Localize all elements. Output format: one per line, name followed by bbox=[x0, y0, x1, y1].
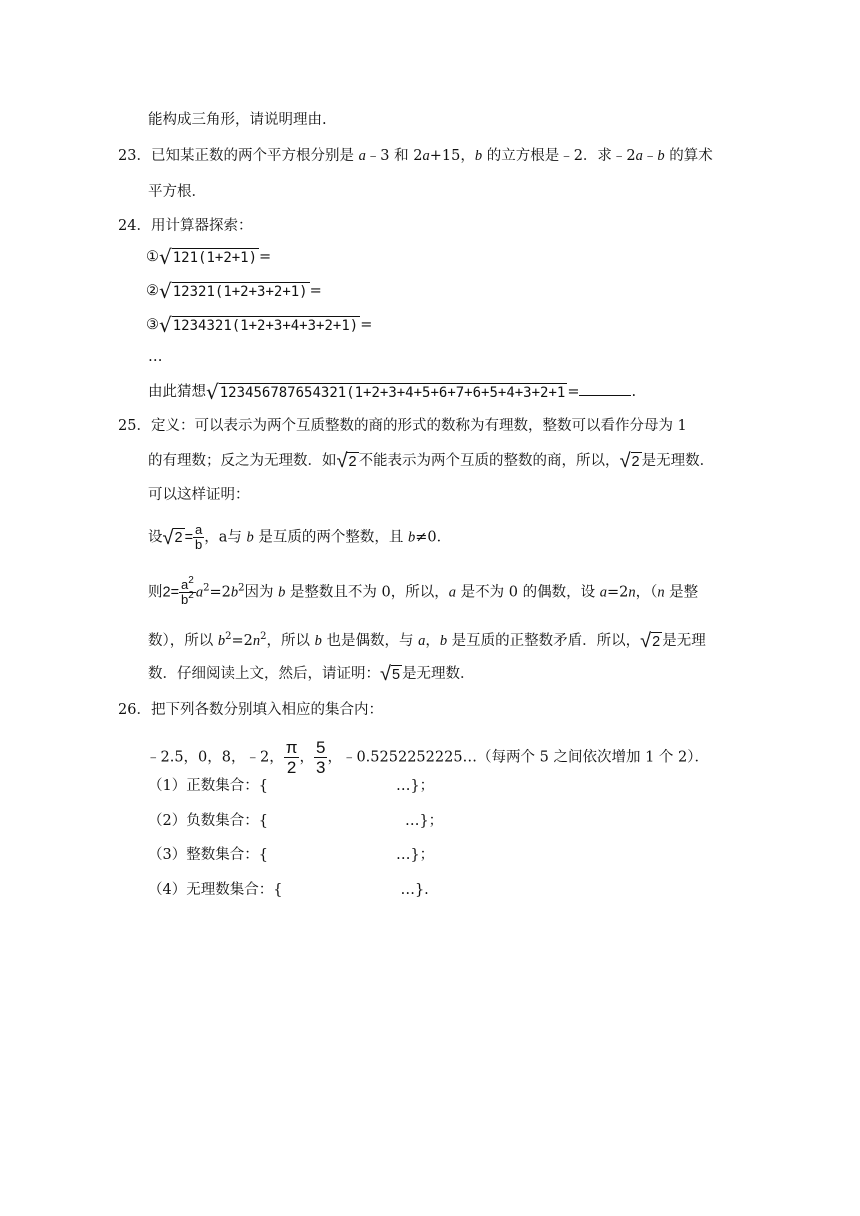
q25-line2: 的有理数；反之为无理数．如√2 不能表示为两个互质的整数的商，所以，√2 是无理数． bbox=[148, 450, 715, 473]
q26-numbers: ﹣2.5，0，8，﹣2， $\frac{\pi}{2}$ ， $\frac{5}{3}$ ，﹣0.5252252225…（每两个 5 之间依次增加 1 个 2）． bbox=[146, 738, 710, 777]
q25-line5: 则2= $\frac{a^2}{b^2}$ $a^2=2b^2$因为 b 是整数且不为 0，所以，a 是不为 0 的偶数，设 a=2n，（n 是整 bbox=[148, 575, 699, 607]
question-26: 26．把下列各数分别填入相应的集合内： bbox=[118, 702, 383, 718]
q24-item-3: ③√1234321(1+2+3+4+3+2+1) = bbox=[146, 313, 373, 337]
sqrt-icon: √2 bbox=[619, 450, 640, 473]
set-positive: （1）正数集合：{ …}； bbox=[148, 778, 435, 794]
q25-line4: 设√2 = $\frac{a}{b}$ ，a与 b 是互质的两个整数，且 b≠0． bbox=[148, 522, 452, 552]
q25-line6: 数），所以 $b^2=2n^2$，所以 b 也是偶数，与 a，b 是互质的正整数矛盾．所以，√2 是无理 bbox=[148, 630, 706, 653]
sqrt-icon: √2 bbox=[336, 450, 357, 473]
q24-item-1: ①√121(1+2+1) = bbox=[146, 245, 272, 269]
sqrt-icon: √1234321(1+2+3+4+3+2+1) bbox=[159, 313, 359, 337]
q25-line3: 可以这样证明： bbox=[148, 487, 250, 503]
q22-continuation: 能构成三角形，请说明理由. bbox=[148, 112, 327, 128]
fraction-a2-over-b2: $\frac{a^2}{b^2}$ bbox=[181, 575, 194, 607]
sqrt-icon: √12321(1+2+3+2+1) bbox=[159, 279, 308, 303]
fraction-pi-over-2: $\frac{\pi}{2}$ bbox=[285, 738, 298, 777]
q25-line7: 数．仔细阅读上文，然后，请证明：√5 是无理数． bbox=[148, 663, 475, 686]
q24-title: 用计算器探索： bbox=[150, 218, 253, 234]
q23-number: 23． bbox=[118, 148, 151, 164]
q24-ellipsis: … bbox=[148, 349, 163, 365]
q26-number: 26． bbox=[118, 702, 151, 718]
answer-blank bbox=[579, 381, 631, 396]
question-25: 25．定义：可以表示为两个互质整数的商的形式的数称为有理数，整数可以看作分母为 1 bbox=[118, 418, 687, 434]
q24-item-2: ②√12321(1+2+3+2+1) = bbox=[146, 279, 322, 303]
set-irrational: （4）无理数集合：{ …}. bbox=[148, 882, 429, 898]
fraction-5-over-3: $\frac{5}{3}$ bbox=[315, 738, 326, 777]
q25-number: 25． bbox=[118, 418, 151, 434]
set-integer: （3）整数集合：{ …}； bbox=[148, 847, 435, 863]
q24-guess: 由此猜想√123456787654321(1+2+3+4+5+6+7+6+5+4+3+2+1 = . bbox=[148, 380, 637, 404]
sqrt-icon: √121(1+2+1) bbox=[159, 245, 258, 269]
sqrt-icon: √2 bbox=[640, 630, 661, 653]
sqrt-icon: √123456787654321(1+2+3+4+5+6+7+6+5+4+3+2+1 bbox=[206, 380, 566, 404]
question-24 bbox=[118, 216, 252, 236]
set-negative: （2）负数集合：{ …}； bbox=[148, 813, 444, 829]
question-23: 23．已知某正数的两个平方根分别是 a﹣3 和 2a+15，b 的立方根是﹣2．求﹣2a﹣b 的算术 bbox=[118, 148, 713, 164]
sqrt-icon: √5 bbox=[380, 663, 401, 686]
fraction-a-over-b: $\frac{a}{b}$ bbox=[195, 522, 203, 552]
sqrt-icon: √2 bbox=[162, 526, 183, 549]
q23-line2: 平方根． bbox=[148, 184, 206, 200]
q24-number: 24． bbox=[118, 218, 151, 234]
